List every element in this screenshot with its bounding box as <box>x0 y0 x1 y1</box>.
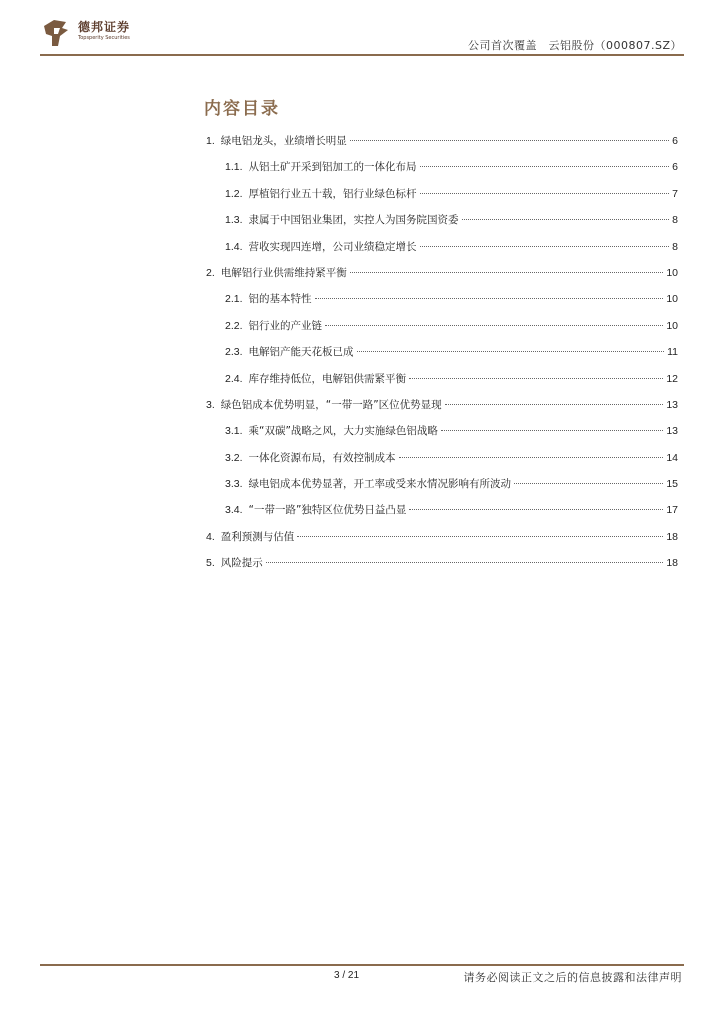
toc-entry-title: 绿电铝龙头，业绩增长明显 <box>220 135 347 147</box>
toc-entry-number: 2.2. <box>225 319 243 332</box>
toc-entry-page: 10 <box>666 266 678 279</box>
toc-leader-dots <box>315 298 664 299</box>
toc-entry-number: 3.4. <box>225 504 243 517</box>
logo-text-en: Topsperity Securities <box>78 35 130 41</box>
toc-entry-page: 13 <box>666 398 678 411</box>
toc-entry-page: 14 <box>666 451 678 464</box>
toc-leader-dots <box>350 272 664 273</box>
toc-leader-dots <box>266 562 664 563</box>
toc-leader-dots <box>399 457 664 458</box>
toc-entry[interactable] <box>206 344 678 370</box>
toc-entry-number: 4. <box>206 530 215 543</box>
toc-entry-title: 铝的基本特性 <box>248 293 312 306</box>
toc-leader-dots <box>350 140 669 141</box>
footer-divider <box>40 964 684 966</box>
toc-entry-page: 11 <box>667 346 678 359</box>
toc-leader-dots <box>441 430 663 431</box>
toc-leader-dots <box>325 325 663 326</box>
toc-entry[interactable] <box>206 371 678 397</box>
toc-heading: 内容目录 <box>204 99 280 119</box>
toc-entry-title: 绿色铝成本优势明显，“一带一路”区位优势显现 <box>220 398 442 411</box>
toc-leader-dots <box>409 378 663 379</box>
toc-entry-number: 1. <box>206 135 215 147</box>
toc-entry[interactable] <box>206 159 678 185</box>
toc-entry-number: 2.1. <box>225 293 243 306</box>
toc-entry[interactable] <box>206 265 678 291</box>
toc-entry-number: 1.2. <box>225 187 243 200</box>
toc-entry-page: 18 <box>666 557 678 570</box>
company-logo <box>40 16 140 50</box>
toc-entry-number: 2.3. <box>225 346 243 359</box>
toc-leader-dots <box>420 166 670 167</box>
toc-entry[interactable] <box>206 186 678 212</box>
toc-entry-page: 18 <box>666 530 678 543</box>
disclaimer-note: 请务必阅读正文之后的信息披露和法律声明 <box>463 971 682 984</box>
toc-entry-number: 2. <box>206 266 215 279</box>
toc-entry-number: 3.2. <box>225 451 243 464</box>
toc-entry[interactable] <box>206 423 678 449</box>
toc-entry-title: 库存维持低位，电解铝供需紧平衡 <box>248 372 407 385</box>
toc-entry-page: 8 <box>672 240 678 253</box>
toc-entry-number: 3.1. <box>225 425 243 438</box>
toc-entry-title: 盈利预测与估值 <box>220 530 295 543</box>
toc-entry[interactable] <box>206 502 678 528</box>
table-of-contents <box>206 133 678 582</box>
toc-entry-page: 12 <box>666 372 678 385</box>
toc-leader-dots <box>445 404 664 405</box>
toc-entry[interactable] <box>206 555 678 581</box>
toc-entry-page: 6 <box>672 161 678 174</box>
toc-entry-title: 铝行业的产业链 <box>248 319 323 332</box>
report-header-title: 公司首次覆盖 云铝股份（000807.SZ） <box>467 39 682 52</box>
logo-mark-icon <box>40 16 72 48</box>
toc-entry-title: 绿电铝成本优势显著，开工率或受来水情况影响有所波动 <box>248 478 512 491</box>
toc-leader-dots <box>462 219 670 220</box>
toc-entry[interactable] <box>206 318 678 344</box>
toc-entry-title: 一体化资源布局，有效控制成本 <box>248 451 396 464</box>
toc-entry-number: 1.3. <box>225 214 243 227</box>
toc-entry-page: 15 <box>666 478 678 491</box>
toc-entry-title: 从铝土矿开采到铝加工的一体化布局 <box>248 161 417 174</box>
toc-entry[interactable] <box>206 397 678 423</box>
toc-entry-title: 风险提示 <box>220 557 263 570</box>
logo-text-cn: 德邦证券 <box>78 20 131 34</box>
toc-entry-title: 电解铝产能天花板已成 <box>248 346 354 359</box>
toc-entry-page: 6 <box>672 135 678 147</box>
toc-entry-title: 厚植铝行业五十载，铝行业绿色标杆 <box>248 187 417 200</box>
toc-entry-page: 8 <box>672 214 678 227</box>
toc-leader-dots <box>420 193 670 194</box>
toc-leader-dots <box>420 246 670 247</box>
toc-entry-title: “一带一路”独特区位优势日益凸显 <box>248 504 407 517</box>
toc-entry-title: 营收实现四连增，公司业绩稳定增长 <box>248 240 417 253</box>
toc-entry-page: 17 <box>666 504 678 517</box>
toc-entry-page: 7 <box>672 187 678 200</box>
page-number: 3 / 21 <box>334 970 360 981</box>
toc-entry[interactable] <box>206 212 678 238</box>
toc-leader-dots <box>297 536 663 537</box>
toc-entry-page: 10 <box>666 293 678 306</box>
toc-entry-page: 13 <box>666 425 678 438</box>
toc-leader-dots <box>357 351 665 352</box>
toc-leader-dots <box>409 509 663 510</box>
header-divider <box>40 54 684 56</box>
toc-entry[interactable] <box>206 529 678 555</box>
toc-entry-number: 3. <box>206 398 215 411</box>
toc-leader-dots <box>514 483 663 484</box>
toc-entry[interactable] <box>206 476 678 502</box>
toc-entry-number: 5. <box>206 557 215 570</box>
toc-entry-title: 电解铝行业供需维持紧平衡 <box>220 266 347 279</box>
toc-entry[interactable] <box>206 291 678 317</box>
toc-entry-number: 1.1. <box>225 161 243 174</box>
toc-entry[interactable] <box>206 450 678 476</box>
toc-entry-number: 2.4. <box>225 372 243 385</box>
toc-entry-title: 乘“双碳”战略之风，大力实施绿色铝战略 <box>248 425 438 438</box>
toc-entry-page: 10 <box>666 319 678 332</box>
toc-entry[interactable] <box>206 239 678 265</box>
toc-entry-number: 1.4. <box>225 240 243 253</box>
toc-entry-title: 隶属于中国铝业集团，实控人为国务院国资委 <box>248 214 459 227</box>
toc-entry[interactable] <box>206 133 678 159</box>
toc-entry-number: 3.3. <box>225 478 243 491</box>
